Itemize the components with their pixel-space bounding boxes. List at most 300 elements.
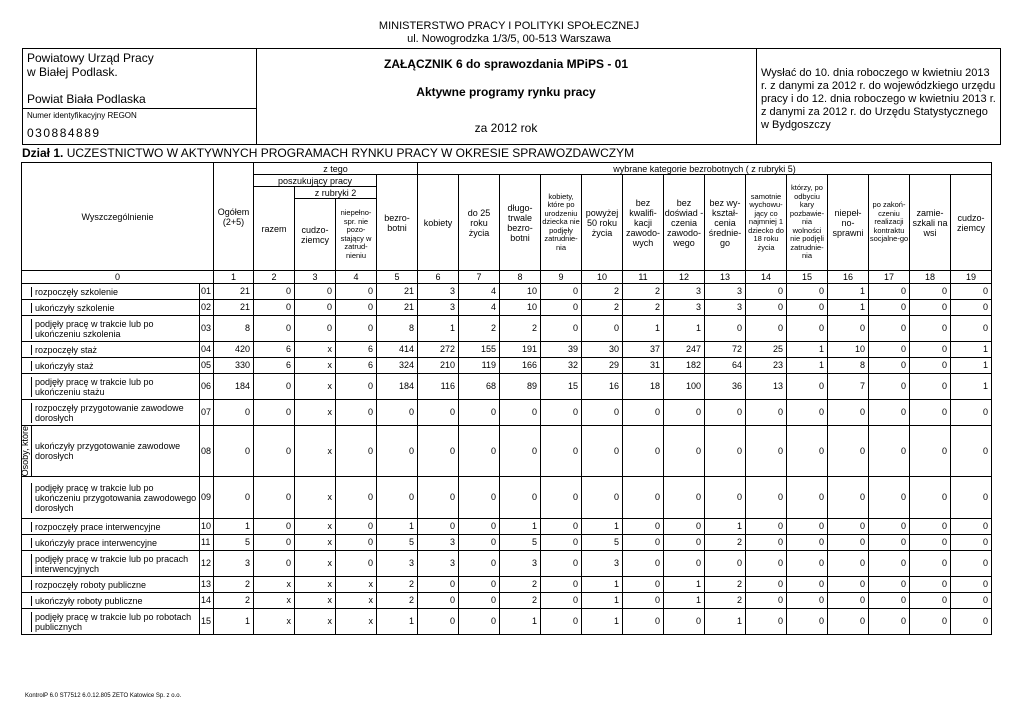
row-label-text: rozpoczęły staż	[35, 344, 98, 355]
cell-value: 0	[623, 609, 664, 635]
row-code: 01	[200, 284, 214, 300]
cell-value: 166	[500, 358, 541, 374]
cell-value: 1	[377, 609, 418, 635]
cell-value: 0	[582, 400, 623, 426]
row-code: 09	[200, 477, 214, 519]
cell-value: 1	[582, 593, 623, 609]
row-label-text: rozpoczęły szkolenie	[35, 286, 119, 297]
cell-value: 0	[787, 593, 828, 609]
cell-value: 5	[377, 535, 418, 551]
cell-value: 0	[664, 519, 705, 535]
cell-value: 0	[459, 551, 500, 577]
cell-value: 0	[869, 519, 910, 535]
column-number: 1	[214, 271, 254, 284]
header-disabled: niepełno-spr. nie pozo-stający w zatrud-nieniu	[336, 199, 377, 271]
cell-value: 184	[377, 374, 418, 400]
header-total-seekers: razem	[254, 187, 295, 271]
cell-value: 10	[500, 300, 541, 316]
cell-value: 0	[214, 477, 254, 519]
row-label-text: ukończyły szkolenie	[35, 302, 115, 313]
software-footer: KontrolP 6.0 ST7512 6.0.12.805 ZETO Katowice Sp. z o.o.	[25, 693, 182, 699]
cell-value: 0	[500, 426, 541, 477]
row-label-text: rozpoczęły prace interwencyjne	[35, 521, 161, 532]
column-number: 4	[336, 271, 377, 284]
row-code: 02	[200, 300, 214, 316]
cell-value: x	[295, 519, 336, 535]
cell-value: 0	[910, 284, 951, 300]
cell-value: 6	[254, 358, 295, 374]
cell-value: 3	[418, 535, 459, 551]
cell-value: 8	[828, 358, 869, 374]
cell-value: 1	[582, 609, 623, 635]
cell-value: 1	[664, 577, 705, 593]
cell-value: 1	[705, 519, 746, 535]
cell-value: 32	[541, 358, 582, 374]
cell-value: 1	[582, 519, 623, 535]
cell-value: 0	[254, 400, 295, 426]
header-col9: kobiety, które po urodzeniu dziecka nie podjęły zatrudnie-nia	[541, 175, 582, 271]
cell-value: 1	[377, 519, 418, 535]
column-number: 16	[828, 271, 869, 284]
cell-value: 0	[541, 477, 582, 519]
cell-value: 0	[705, 477, 746, 519]
cell-value: 0	[623, 577, 664, 593]
cell-value: 0	[828, 400, 869, 426]
cell-value: 0	[459, 426, 500, 477]
cell-value: 1	[951, 374, 992, 400]
cell-value: 4	[459, 300, 500, 316]
row-label	[22, 300, 200, 316]
row-label	[22, 477, 200, 519]
table-row	[22, 400, 992, 426]
cell-value: 0	[869, 535, 910, 551]
cell-value: x	[295, 609, 336, 635]
cell-value: 0	[910, 400, 951, 426]
section-heading	[22, 146, 1002, 160]
row-code: 08	[200, 426, 214, 477]
cell-value: 0	[459, 535, 500, 551]
row-label	[22, 426, 200, 477]
column-number: 0	[22, 271, 214, 284]
cell-value: 0	[336, 400, 377, 426]
ministry-name: MINISTERSTWO PRACY I POLITYKI SPOŁECZNEJ	[378, 20, 640, 32]
header-description: Wyszczególnienie	[22, 163, 214, 271]
cell-value: 0	[541, 551, 582, 577]
cell-value: 0	[623, 519, 664, 535]
cell-value: 0	[787, 577, 828, 593]
cell-value: 0	[336, 426, 377, 477]
cell-value: 1	[951, 358, 992, 374]
cell-value: 0	[418, 477, 459, 519]
cell-value: 0	[336, 374, 377, 400]
row-code: 04	[200, 342, 214, 358]
row-label-text: rozpoczęły przygotowanie zawodowe dorosłych	[35, 402, 184, 423]
cell-value: 324	[377, 358, 418, 374]
cell-value: x	[295, 358, 336, 374]
table-row	[22, 300, 992, 316]
cell-value: 0	[828, 551, 869, 577]
cell-value: 0	[254, 426, 295, 477]
header-col11: bez kwalifi-kacji zawodo-wych	[623, 175, 664, 271]
table-row	[22, 577, 992, 593]
cell-value: 29	[582, 358, 623, 374]
column-number: 11	[623, 271, 664, 284]
cell-value: x	[254, 609, 295, 635]
row-code: 07	[200, 400, 214, 426]
cell-value: 0	[459, 593, 500, 609]
cell-value: 0	[746, 400, 787, 426]
cell-value: 0	[746, 551, 787, 577]
district-name: Powiat Biała Podlaska	[27, 92, 146, 106]
cell-value: 1	[828, 300, 869, 316]
cell-value: 0	[910, 593, 951, 609]
row-label	[22, 400, 200, 426]
cell-value: 0	[705, 316, 746, 342]
cell-value: 0	[910, 519, 951, 535]
cell-value: 0	[418, 593, 459, 609]
cell-value: 0	[869, 358, 910, 374]
row-code: 10	[200, 519, 214, 535]
column-number: 15	[787, 271, 828, 284]
cell-value: 0	[418, 609, 459, 635]
cell-value: 3	[418, 284, 459, 300]
cell-value: 72	[705, 342, 746, 358]
cell-value: 0	[787, 316, 828, 342]
cell-value: 1	[828, 284, 869, 300]
cell-value: 0	[910, 477, 951, 519]
cell-value: x	[254, 577, 295, 593]
cell-value: 0	[254, 477, 295, 519]
cell-value: 0	[951, 400, 992, 426]
cell-value: 0	[582, 426, 623, 477]
cell-value: 0	[910, 609, 951, 635]
cell-value: x	[254, 593, 295, 609]
cell-value: x	[295, 577, 336, 593]
cell-value: 18	[623, 374, 664, 400]
cell-value: 2	[377, 593, 418, 609]
row-label	[22, 593, 200, 609]
cell-value: 0	[295, 316, 336, 342]
cell-value: 0	[541, 300, 582, 316]
cell-value: 0	[705, 551, 746, 577]
row-label-text: podjęły pracę w trakcie lub po ukończeniu przygotowania zawodowego dorosłych	[35, 482, 197, 513]
report-title: Aktywne programy rynku pracy	[416, 85, 596, 99]
row-label	[22, 551, 200, 577]
row-code: 03	[200, 316, 214, 342]
cell-value: 3	[664, 300, 705, 316]
table-row	[22, 609, 992, 635]
cell-value: 2	[623, 284, 664, 300]
cell-value: 0	[910, 535, 951, 551]
cell-value: 7	[828, 374, 869, 400]
cell-value: 3	[214, 551, 254, 577]
cell-value: 0	[377, 477, 418, 519]
cell-value: 0	[582, 477, 623, 519]
cell-value: 420	[214, 342, 254, 358]
table-row	[22, 535, 992, 551]
cell-value: 36	[705, 374, 746, 400]
cell-value: 2	[500, 577, 541, 593]
cell-value: 0	[746, 609, 787, 635]
cell-value: 1	[214, 609, 254, 635]
row-label	[22, 577, 200, 593]
cell-value: 0	[746, 300, 787, 316]
cell-value: 0	[214, 400, 254, 426]
section-label: Dział 1.	[22, 146, 64, 160]
row-label-text: ukończyły przygotowanie zawodowe dorosłych	[35, 441, 181, 462]
cell-value: 0	[254, 300, 295, 316]
cell-value: 2	[705, 593, 746, 609]
cell-value: 0	[664, 400, 705, 426]
cell-value: 0	[869, 374, 910, 400]
cell-value: 8	[214, 316, 254, 342]
cell-value: x	[295, 342, 336, 358]
cell-value: x	[295, 593, 336, 609]
cell-value: 0	[828, 426, 869, 477]
cell-value: 0	[336, 316, 377, 342]
cell-value: 0	[705, 400, 746, 426]
cell-value: 0	[336, 535, 377, 551]
header-col10: powyżej 50 roku życia	[582, 175, 623, 271]
row-code: 06	[200, 374, 214, 400]
header-unemployed: bezro-botni	[377, 175, 418, 271]
table-row	[22, 284, 992, 300]
cell-value: 0	[746, 535, 787, 551]
cell-value: 1	[664, 316, 705, 342]
cell-value: 10	[500, 284, 541, 300]
cell-value: 0	[254, 551, 295, 577]
cell-value: x	[295, 551, 336, 577]
regon-value: 030884889	[27, 126, 101, 140]
row-label-text: ukończyły roboty publiczne	[35, 595, 143, 606]
cell-value: 2	[500, 593, 541, 609]
cell-value: 0	[295, 284, 336, 300]
cell-value: 0	[787, 519, 828, 535]
data-table	[21, 162, 992, 635]
annex-title: ZAŁĄCZNIK 6 do sprawozdania MPiPS - 01	[383, 57, 629, 71]
cell-value: x	[295, 477, 336, 519]
cell-value: 0	[336, 477, 377, 519]
cell-value: 6	[336, 342, 377, 358]
cell-value: 0	[377, 426, 418, 477]
cell-value: x	[295, 535, 336, 551]
table-row	[22, 477, 992, 519]
table-body	[22, 284, 992, 635]
header-total: Ogółem (2+5)	[214, 163, 254, 271]
cell-value: 0	[828, 535, 869, 551]
cell-value: 3	[418, 551, 459, 577]
cell-value: 0	[459, 400, 500, 426]
header-categories: wybrane kategorie bezrobotnych ( z rubryki 5)	[418, 163, 992, 175]
cell-value: 0	[869, 342, 910, 358]
column-numbers-row	[22, 271, 992, 284]
cell-value: 25	[746, 342, 787, 358]
cell-value: 0	[828, 577, 869, 593]
cell-value: 3	[500, 551, 541, 577]
cell-value: 0	[295, 300, 336, 316]
cell-value: 0	[746, 426, 787, 477]
cell-value: 39	[541, 342, 582, 358]
cell-value: 2	[623, 300, 664, 316]
cell-value: 1	[705, 609, 746, 635]
cell-value: x	[295, 400, 336, 426]
header-col16: niepeł-no-sprawni	[828, 175, 869, 271]
cell-value: 16	[582, 374, 623, 400]
cell-value: 155	[459, 342, 500, 358]
cell-value: 89	[500, 374, 541, 400]
cell-value: 30	[582, 342, 623, 358]
cell-value: 0	[910, 551, 951, 577]
cell-value: 6	[254, 342, 295, 358]
cell-value: 0	[541, 535, 582, 551]
cell-value: 0	[869, 551, 910, 577]
cell-value: 0	[869, 284, 910, 300]
column-number: 7	[459, 271, 500, 284]
cell-value: 2	[582, 284, 623, 300]
cell-value: 1	[500, 519, 541, 535]
row-label	[22, 609, 200, 635]
cell-value: 0	[787, 426, 828, 477]
column-number: 8	[500, 271, 541, 284]
cell-value: 2	[214, 577, 254, 593]
cell-value: 1	[582, 577, 623, 593]
column-number: 9	[541, 271, 582, 284]
cell-value: 0	[910, 577, 951, 593]
section-title: UCZESTNICTWO W AKTYWNYCH PROGRAMACH RYNKU PRACY W OKRESIE SPRAWOZDAWCZYM	[66, 146, 635, 160]
regon-block	[23, 108, 256, 145]
deadline-text: Wysłać do 10. dnia roboczego w kwietniu 2013 r. z danymi za 2012 r. do wojewódzkiego urzędu pracy i do 12. dnia roboczego w kwietniu 2013 r. z danymi za 2012 r. do Urzędu Statystycznego w Bydgoszczy	[761, 67, 996, 131]
column-number: 14	[746, 271, 787, 284]
cell-value: 3	[418, 300, 459, 316]
row-label-text: podjęły pracę w trakcie lub po ukończeniu stażu	[35, 376, 154, 397]
cell-value: 0	[664, 535, 705, 551]
cell-value: 21	[214, 284, 254, 300]
cell-value: 0	[623, 426, 664, 477]
header-col12: bez doświad -czenia zawodo-wego	[664, 175, 705, 271]
table-row	[22, 316, 992, 342]
cell-value: 0	[254, 535, 295, 551]
cell-value: 0	[787, 551, 828, 577]
cell-value: 0	[869, 400, 910, 426]
cell-value: 182	[664, 358, 705, 374]
cell-value: 3	[664, 284, 705, 300]
cell-value: 0	[828, 609, 869, 635]
cell-value: 0	[746, 519, 787, 535]
cell-value: 0	[869, 577, 910, 593]
cell-value: 1	[500, 609, 541, 635]
column-number: 2	[254, 271, 295, 284]
row-label	[22, 316, 200, 342]
cell-value: 0	[541, 400, 582, 426]
header-foreigners: cudzo-ziemcy	[295, 199, 336, 271]
cell-value: 3	[705, 300, 746, 316]
cell-value: 1	[664, 593, 705, 609]
cell-value: 68	[459, 374, 500, 400]
cell-value: 0	[336, 519, 377, 535]
cell-value: 1	[214, 519, 254, 535]
cell-value: 3	[377, 551, 418, 577]
cell-value: 414	[377, 342, 418, 358]
cell-value: x	[336, 593, 377, 609]
column-number: 12	[664, 271, 705, 284]
cell-value: 0	[541, 609, 582, 635]
title-block	[256, 49, 757, 144]
table-row	[22, 358, 992, 374]
cell-value: 3	[582, 551, 623, 577]
cell-value: 0	[828, 593, 869, 609]
cell-value: 0	[787, 300, 828, 316]
cell-value: 2	[500, 316, 541, 342]
column-number: 18	[910, 271, 951, 284]
cell-value: 0	[418, 519, 459, 535]
row-label-text: ukończyły prace interwencyjne	[35, 537, 158, 548]
cell-value: 1	[787, 342, 828, 358]
row-label	[22, 519, 200, 535]
cell-value: 0	[910, 358, 951, 374]
row-code: 11	[200, 535, 214, 551]
cell-value: 272	[418, 342, 459, 358]
cell-value: 1	[418, 316, 459, 342]
cell-value: 21	[214, 300, 254, 316]
cell-value: 0	[951, 609, 992, 635]
cell-value: 0	[623, 551, 664, 577]
header-job-seekers: poszukujący pracy	[254, 175, 377, 187]
cell-value: 0	[910, 426, 951, 477]
cell-value: 191	[500, 342, 541, 358]
cell-value: 0	[664, 551, 705, 577]
column-number: 19	[951, 271, 992, 284]
row-label	[22, 358, 200, 374]
table-row	[22, 519, 992, 535]
header-col7: do 25 roku życia	[459, 175, 500, 271]
cell-value: 8	[377, 316, 418, 342]
cell-value: 0	[664, 609, 705, 635]
cell-value: 0	[623, 593, 664, 609]
cell-value: 0	[541, 316, 582, 342]
cell-value: 2	[214, 593, 254, 609]
regon-label: Numer identyfikacyjny REGON	[27, 111, 137, 120]
cell-value: 0	[418, 577, 459, 593]
cell-value: 0	[787, 400, 828, 426]
cell-value: 0	[951, 577, 992, 593]
column-number: 3	[295, 271, 336, 284]
cell-value: 21	[377, 300, 418, 316]
cell-value: 0	[541, 284, 582, 300]
cell-value: 0	[828, 316, 869, 342]
cell-value: 0	[623, 400, 664, 426]
cell-value: 0	[951, 426, 992, 477]
cell-value: 0	[500, 400, 541, 426]
table-row	[22, 374, 992, 400]
form-header	[22, 48, 1001, 145]
row-label	[22, 535, 200, 551]
cell-value: 0	[746, 593, 787, 609]
cell-value: 2	[377, 577, 418, 593]
cell-value: 31	[623, 358, 664, 374]
cell-value: 0	[500, 477, 541, 519]
cell-value: 0	[459, 477, 500, 519]
cell-value: 2	[705, 535, 746, 551]
cell-value: 3	[705, 284, 746, 300]
cell-value: 2	[582, 300, 623, 316]
cell-value: 0	[254, 284, 295, 300]
header-from-column2: z rubryki 2	[295, 187, 377, 199]
header-col17: po zakoń-czeniu realizacji kontraktu socjalne-go	[869, 175, 910, 271]
row-code: 14	[200, 593, 214, 609]
cell-value: 0	[828, 519, 869, 535]
column-number: 5	[377, 271, 418, 284]
header-col8: długo-trwale bezro-botni	[500, 175, 541, 271]
